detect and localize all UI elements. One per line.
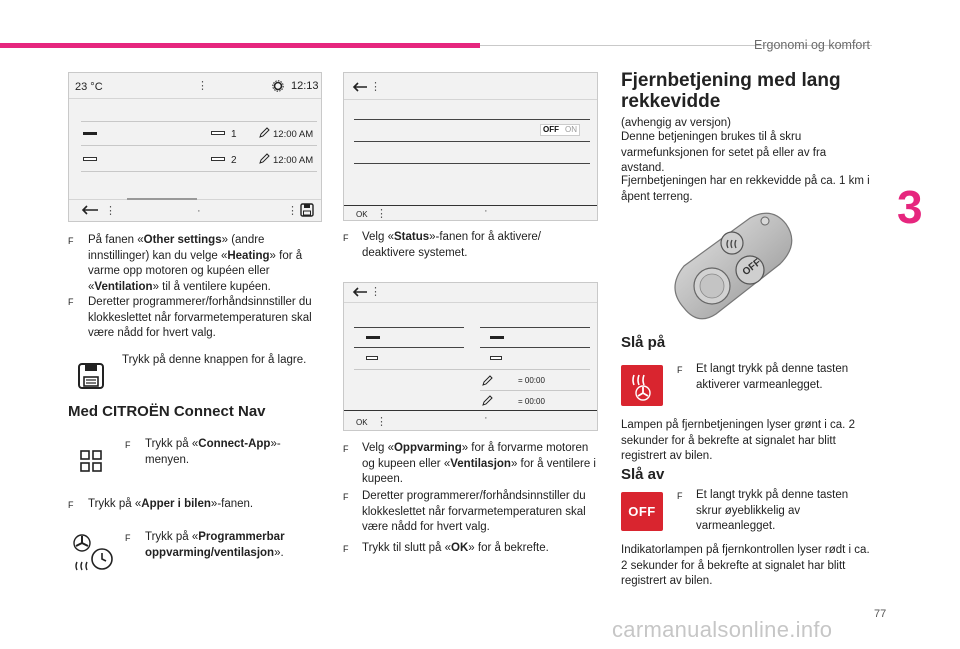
ok-button[interactable]: OK <box>356 418 368 427</box>
watermark: carmanualsonline.info <box>612 617 833 642</box>
turn-on-feedback: Lampen på fjernbetjeningen lyser grønt i ca. 2 sekunder for å bekrefte at signalet har blitt registrert av bilen. <box>621 419 855 462</box>
time-readout-1: = 00:00 <box>518 376 545 385</box>
heating-selection-paragraph: På fanen «Other settings» (andre innstillinger) kan du velge «Heating» for å varme opp motoren og kupéen eller «Ventilation» til å ventilere kupéen. <box>88 234 303 293</box>
turn-off-heading: Slå av <box>621 466 665 483</box>
pencil-icon[interactable] <box>482 395 493 406</box>
row-2-mode-box[interactable] <box>211 157 225 161</box>
status-tab-paragraph: Velg «Status»-fanen for å aktivere/ deaktivere systemet. <box>362 231 542 259</box>
divider <box>480 347 590 348</box>
menu-dots-icon: · <box>484 412 488 424</box>
divider <box>354 327 464 328</box>
ventilation-toggle[interactable] <box>490 336 504 339</box>
turn-off-instruction: Et langt trykk på denne tasten skrur øyeblikkelig av varmeanlegget. <box>696 489 849 532</box>
row-1-mode-box[interactable] <box>211 131 225 135</box>
confirm-ok-paragraph: Trykk til slutt på «OK» for å bekrefte. <box>362 542 549 554</box>
version-note: (avhengig av versjon) <box>621 117 731 129</box>
divider <box>480 390 590 391</box>
save-button-icon <box>77 362 105 390</box>
heating-ventilation-paragraph: Velg «Oppvarming» for å forvarme motoren og kupeen eller «Ventilasjon» for å ventilere i kupeen. <box>362 442 596 485</box>
bottom-bar-highlight <box>127 198 197 200</box>
divider <box>81 145 317 146</box>
programmable-heating-paragraph: Trykk på «Programmerbar oppvarming/ventilasjon». <box>145 531 285 559</box>
fan-heating-timer-icon <box>72 533 116 571</box>
menu-dots-icon: · <box>197 205 201 217</box>
back-arrow-icon[interactable] <box>81 205 99 215</box>
row-2-time: 12:00 AM <box>273 155 314 166</box>
heating-button-icon <box>621 365 663 406</box>
row-2-number: 2 <box>231 155 237 166</box>
row-1-number: 1 <box>231 129 237 140</box>
divider <box>69 98 321 99</box>
off-button-icon: OFF <box>621 492 663 531</box>
divider <box>81 121 317 122</box>
bullet-marker: F <box>68 297 74 307</box>
pencil-icon[interactable] <box>259 127 270 138</box>
bullet-marker: F <box>677 491 683 501</box>
connect-nav-heading: Med CITROËN Connect Nav <box>68 403 266 420</box>
heating-schedule-screen <box>68 72 322 222</box>
back-arrow-icon[interactable] <box>352 82 368 92</box>
bullet-marker: F <box>343 492 349 502</box>
back-arrow-icon[interactable] <box>352 287 368 297</box>
row-1-toggle[interactable] <box>83 132 97 135</box>
time-readout-2: = 00:00 <box>518 397 545 406</box>
remote-off-label: OFF <box>740 257 764 278</box>
bullet-marker: F <box>343 544 349 554</box>
apps-in-car-paragraph: Trykk på «Apper i bilen»-fanen. <box>88 498 254 510</box>
bullet-marker: F <box>343 233 349 243</box>
divider <box>344 302 597 303</box>
heating-toggle[interactable] <box>366 336 380 339</box>
chapter-number: 3 <box>897 181 923 233</box>
connect-app-paragraph: Trykk på «Connect-App»-menyen. <box>145 438 281 466</box>
bullet-marker: F <box>677 365 683 375</box>
bullet-marker: F <box>68 236 74 246</box>
menu-dots-icon: ⋮ <box>287 205 298 217</box>
status-screen <box>343 72 598 221</box>
divider <box>354 163 590 164</box>
row-2-toggle[interactable] <box>83 157 97 161</box>
program-time-paragraph-2: Deretter programmerer/forhåndsinnstiller du klokkeslettet når forvarmetemperaturen skal være nådd for hvert valg. <box>362 490 586 533</box>
section-title: Ergonomi og komfort <box>754 38 871 52</box>
heating-option-box[interactable] <box>366 356 378 360</box>
turn-on-heading: Slå på <box>621 334 666 351</box>
apps-grid-icon <box>80 450 102 472</box>
ventilation-option-box[interactable] <box>490 356 502 360</box>
divider <box>480 327 590 328</box>
temperature-readout: 23 °C <box>75 81 103 93</box>
divider <box>354 369 590 370</box>
heating-ventilation-screen <box>343 282 598 431</box>
bullet-marker: F <box>125 440 131 450</box>
divider <box>81 171 317 172</box>
menu-dots-icon: ⋮ <box>370 81 381 93</box>
divider <box>344 99 597 100</box>
menu-dots-icon: · <box>484 205 488 217</box>
gear-icon[interactable] <box>272 80 284 92</box>
menu-dots-icon: ⋮ <box>376 208 387 220</box>
status-toggle[interactable]: OFF ON <box>540 124 580 136</box>
page-number: 77 <box>874 608 887 620</box>
divider <box>354 347 464 348</box>
menu-dots-icon: ⋮ <box>370 286 381 298</box>
heat-fan-icon <box>621 365 663 406</box>
bullet-marker: F <box>68 500 74 510</box>
divider <box>354 119 590 120</box>
header-accent-bar <box>0 43 480 48</box>
save-icon[interactable] <box>300 203 314 217</box>
pencil-icon[interactable] <box>482 375 493 386</box>
bottom-bar-divider <box>344 205 597 206</box>
remote-range: Fjernbetjeningen har en rekkevidde på ca. 1 km i åpent terreng. <box>621 175 870 203</box>
bullet-marker: F <box>343 444 349 454</box>
program-time-paragraph: Deretter programmerer/forhåndsinnstiller du klokkeslettet når forvarmetemperaturen skal være nådd for hvert valg. <box>88 296 312 339</box>
ok-button[interactable]: OK <box>356 210 368 219</box>
clock-readout: 12:13 <box>291 80 319 92</box>
turn-on-instruction: Et langt trykk på denne tasten aktiverer varmeanlegget. <box>696 363 849 391</box>
menu-dots-icon: ⋮ <box>376 416 387 428</box>
save-note: Trykk på denne knappen for å lagre. <box>122 354 307 366</box>
row-1-time: 12:00 AM <box>273 129 314 140</box>
remote-control-title: Fjernbetjening med lang rekkevidde <box>621 70 841 112</box>
pencil-icon[interactable] <box>259 153 270 164</box>
bottom-bar-divider <box>344 410 597 411</box>
menu-dots-icon: ⋮ <box>197 80 208 92</box>
bullet-marker: F <box>125 533 131 543</box>
remote-description: Denne betjeningen brukes til å skru varmefunksjonen for setet på eller av fra avstand. <box>621 131 827 174</box>
remote-control-illustration <box>664 208 804 332</box>
menu-dots-icon: ⋮ <box>105 205 116 217</box>
turn-off-feedback: Indikatorlampen på fjernkontrollen lyser rødt i ca. 2 sekunder for å bekrefte at signalet har blitt registrert av bilen. <box>621 544 870 587</box>
divider <box>354 141 590 142</box>
